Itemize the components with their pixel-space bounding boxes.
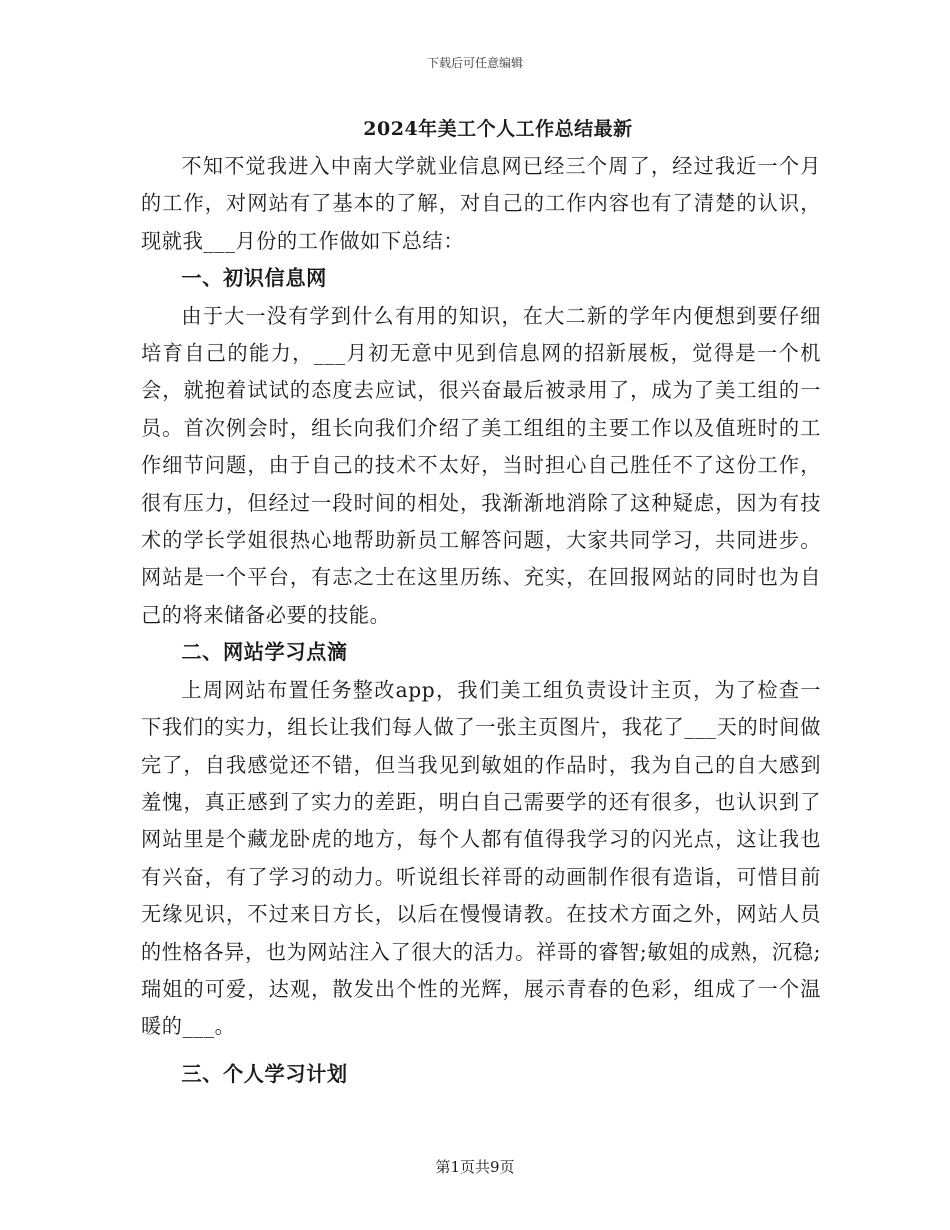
section-heading-1: 一、初识信息网 — [181, 266, 327, 291]
document-body — [141, 148, 821, 1093]
page-number: 第1页共9页 — [435, 1158, 515, 1176]
document-title: 2024年美工个人工作总结最新 — [363, 118, 633, 140]
intro-paragraph: 不知不觉我进入中南大学就业信息网已经三个周了，经过我近一个月的工作，对网站有了基本的了解，对自己的工作内容也有了清楚的认识，现就我___月份的工作做如下总结： — [141, 154, 821, 253]
section-heading-3: 三、个人学习计划 — [181, 1061, 348, 1086]
section-heading-2: 二、网站学习点滴 — [181, 640, 348, 665]
section-body-2: 上周网站布置任务整改app，我们美工组负责设计主页，为了检查一下我们的实力，组长让我们每人做了一张主页图片，我花了___天的时间做完了，自我感觉还不错，但当我见到敏姐的作品时，我为自己的自大感到羞愧，真正感到了实力的差距，明白自己需要学的还有很多，也认识到了网站里是个藏龙卧虎的地方，每个人都有值得我学习的闪光点，这让我也有兴奋，有了学习的动力。听说组长祥哥的动画制作很有造诣，可惜目前无缘见识，不过来日方长，以后在慢慢请教。在技术方面之外，网站人员的性格各异，也为网站注入了很大的活力。祥哥的睿智;敏姐的成熟，沉稳;瑞姐的可爱，达观，散发出个性的光辉，展示青春的色彩，组成了一个温暖的___。 — [141, 677, 822, 1039]
header-note: 下载后可任意编辑 — [426, 56, 523, 70]
section-body-1: 由于大一没有学到什么有用的知识，在大二新的学年内便想到要仔细培育自己的能力，___月初无意中见到信息网的招新展板，觉得是一个机会，就抱着试试的态度去应试，很兴奋最后被录用了，成为了美工组的一员。首次例会时，组长向我们介绍了美工组组的主要工作以及值班时的工作细节问题，由于自己的技术不太好，当时担心自己胜任不了这份工作，很有压力，但经过一段时间的相处，我渐渐地消除了这种疑虑，因为有技术的学长学姐很热心地帮助新员工解答问题，大家共同学习，共同进步。网站是一个平台，有志之士在这里历练、充实，在回报网站的同时也为自己的将来储备必要的技能。 — [141, 303, 821, 627]
